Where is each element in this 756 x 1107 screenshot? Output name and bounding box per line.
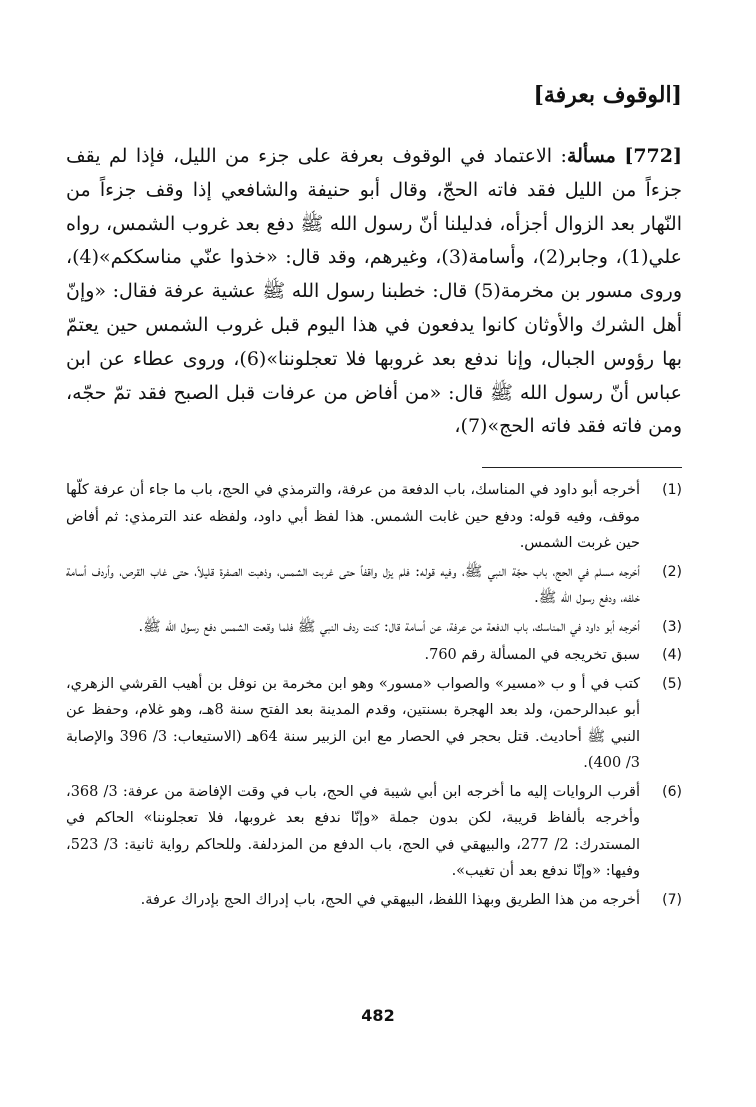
footnote-item <box>66 642 682 669</box>
footnote-text: أخرجه أبو داود في المناسك، باب الدفعة من عرفة، والترمذي في الحج، باب ما جاء أن عرفة كلّها موقف، وفيه قوله: ودفع حين غابت الشمس. هذا لفظ أبي داود، ولفظه عند الترمذي: ثم أفاض حين غربت الشمس. <box>66 482 640 551</box>
footnote-text: سبق تخريجه في المسألة رقم 760. <box>424 647 640 663</box>
footnote-text: أخرجه مسلم في الحج، باب حجّة النبي ﷺ، وفيه قوله: فلم يزل واقفاً حتى غربت الشمس، وذهبت الصفرة قليلاً، حتى غاب القرص، وأردف أسامة خلفه، ودفع رسول الله ﷺ. <box>66 563 640 606</box>
footnote-number: (1) <box>662 482 682 498</box>
footnote-number: (7) <box>662 891 682 908</box>
footnote-text: أخرجه أبو داود في المناسك، باب الدفعة من عرفة، عن أسامة قال: كنت ردف النبي ﷺ فلما وقعت الشمس دفع رسول الله ﷺ. <box>138 618 640 635</box>
page-number: 482 <box>361 1006 395 1025</box>
footnote-number: (2) <box>662 563 682 580</box>
footnote-number: (5) <box>662 675 682 692</box>
footnote-number: (6) <box>662 783 682 800</box>
footnote-number: (3) <box>662 618 682 635</box>
main-text <box>66 140 682 444</box>
footnotes-list <box>66 477 682 915</box>
section-heading: [الوقوف بعرفة] <box>533 82 682 108</box>
footnote-item <box>66 614 682 641</box>
footnote-separator <box>482 467 682 468</box>
footnote-item <box>66 779 682 885</box>
footnote-item <box>66 671 682 777</box>
footnote-text: أخرجه من هذا الطريق وبهذا اللفظ، البيهقي في الحج، باب إدراك الحج بإدراك عرفة. <box>140 891 640 908</box>
footnote-item <box>66 887 682 914</box>
issue-label: مسألة <box>566 145 616 167</box>
footnote-text: أقرب الروايات إليه ما أخرجه ابن أبي شيبة في الحج، باب في وقت الإفاضة من عرفة: 3/ 368، وأخرجه بألفاظ قريبة، لكن بدون جملة «وإنّا ندفع بعد غروبها، فلا تعجلوننا» الحاكم في المستدرك: 2/ 277، والبيهقي في الحج، باب الدفع من المزدلفة. وللحاكم رواية ثانية: 3/ 523، وفيها: «وإنّا ندفع بعد أن تغيب». <box>66 783 641 879</box>
issue-number: [772] <box>624 145 682 167</box>
footnote-item <box>66 559 682 612</box>
footnote-text: كتب في أ و ب «مسير» والصواب «مسور» وهو ابن مخرمة بن نوفل بن أهيب القرشي الزهري، أبو عبدالرحمن، ولد بعد الهجرة بسنتين، وقدم المدينة بعد الفتح سنة 8هـ، وهو غلام، وحفظ عن النبي ﷺ أحاديث. قتل بحجر في الحصار مع ابن الزبير سنة 64هـ (الاستيعاب: 3/ 396 والإصابة 3/ 400). <box>66 675 640 771</box>
footnote-number: (4) <box>662 647 682 663</box>
footnote-item <box>66 477 682 557</box>
issue-body: : الاعتماد في الوقوف بعرفة على جزء من الليل، فإذا لم يقف جزءاً من الليل فقد فاته الحجّ، وقال أبو حنيفة والشافعي إذا وقف جزءاً من النّهار بعد الزوال أجزأه، فدليلنا أنّ رسول الله ﷺ دفع بعد غروب الشمس، رواه علي(1)، وجابر(2)، وأسامة(3)، وغيرهم، وقد قال: «خذوا عنّي مناسككم»(4)، وروى مسور بن مخرمة(5) قال: خطبنا رسول الله ﷺ عشية عرفة فقال: «وإنّ أهل الشرك والأوثان كانوا يدفعون في هذا اليوم قبل غروب الشمس حين يعتمّ بها رؤوس الجبال، وإنا ندفع بعد غروبها فلا تعجلوننا»(6)، وروى عطاء عن ابن عباس أنّ رسول الله ﷺ قال: «من أفاض من عرفات قبل الصبح فقد تمّ حجّه، ومن فاته فقد فاته الحج»(7)، <box>66 145 682 438</box>
